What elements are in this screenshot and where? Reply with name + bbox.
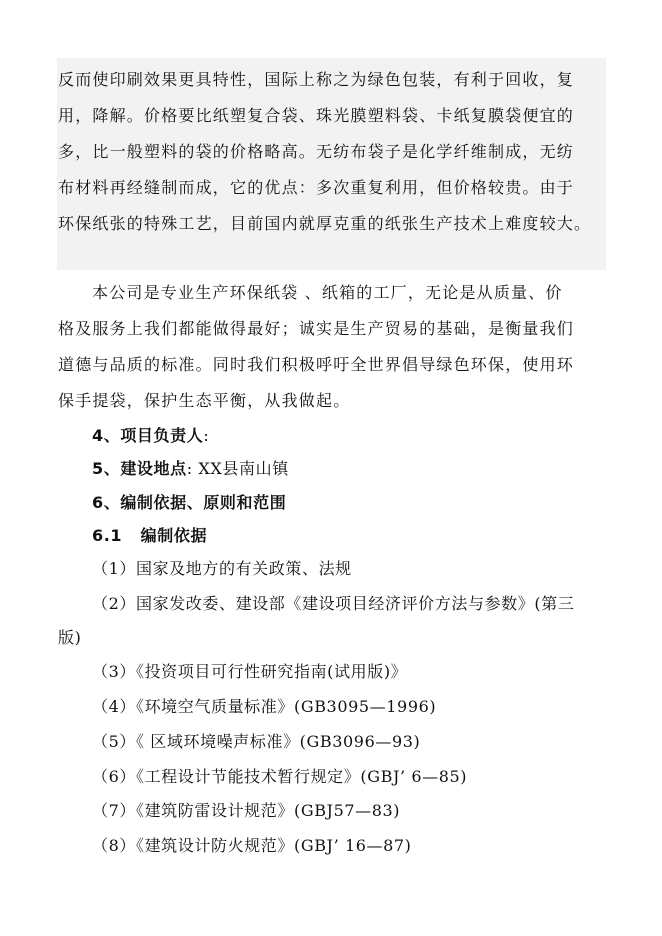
company-line-3: 道德与品质的标准。同时我们积极呼吁全世界倡导绿色环保，使用环 [58, 355, 575, 374]
basis-item-3: （3）《投资项目可行性研究指南(试用版)》 [92, 662, 408, 681]
company-line-1: 本公司是专业生产环保纸袋 、纸箱的工厂，无论是从质量、价 [92, 283, 563, 302]
intro-line-4: 布材料再经缝制而成，它的优点：多次重复利用，但价格较贵。由于 [58, 178, 575, 197]
section-5-value: : XX县南山镇 [186, 459, 289, 478]
basis-item-6: （6）《工程设计节能技术暂行规定》(GBJ’ 6—85) [92, 767, 468, 786]
basis-item-4: （4）《环境空气质量标准》(GB3095—1996) [92, 697, 437, 716]
basis-item-7: （7）《建筑防雷设计规范》(GBJ57—83) [92, 801, 401, 820]
intro-line-1: 反而使印刷效果更具特性，国际上称之为绿色包装，有利于回收，复 [58, 70, 575, 89]
section-4-value: : [203, 426, 210, 445]
company-line-2: 格及服务上我们都能做得最好；诚实是生产贸易的基础，是衡量我们 [58, 319, 575, 338]
intro-line-3: 多，比一般塑料的袋的价格略高。无纺布袋子是化学纤维制成，无纺 [58, 142, 575, 161]
basis-item-1: （1）国家及地方的有关政策、法规 [92, 559, 352, 578]
intro-line-2: 用，降解。价格要比纸塑复合袋、珠光膜塑料袋、卡纸复膜袋便宜的 [58, 106, 575, 125]
section-4-project-leader [92, 426, 209, 446]
basis-item-2-continued: 版) [58, 628, 82, 647]
section-6-heading: 6、编制依据、原则和范围 [92, 493, 287, 512]
basis-item-2: （2）国家发改委、建设部《建设项目经济评价方法与参数》(第三 [92, 594, 575, 613]
section-5-location [92, 459, 289, 479]
company-line-4: 保手提袋，保护生态平衡，从我做起。 [58, 391, 351, 410]
section-5-label: 5、建设地点 [92, 459, 187, 478]
intro-line-5: 环保纸张的特殊工艺，目前国内就厚克重的纸张生产技术上难度较大。 [58, 214, 592, 233]
basis-item-5: （5）《 区域环境噪声标准》(GB3096—93) [92, 732, 421, 751]
section-6-1-heading: 6.1 编制依据 [92, 526, 208, 545]
section-4-label: 4、项目负责人 [92, 426, 204, 445]
basis-item-8: （8）《建筑设计防火规范》(GBJ’ 16—87) [92, 836, 412, 855]
